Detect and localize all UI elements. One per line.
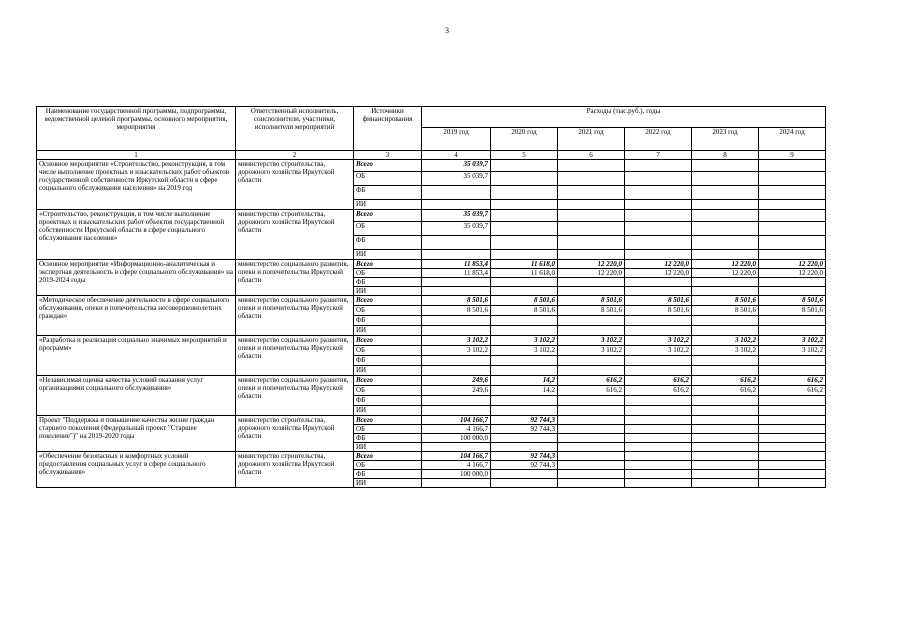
expense-value: [422, 236, 491, 250]
column-number: 9: [759, 151, 826, 160]
activity-name: «Разработка и реализация социально значимых мероприятий и программ»: [37, 336, 236, 376]
table-row: [37, 416, 826, 425]
expense-value: [491, 470, 558, 479]
expense-value: [491, 366, 558, 376]
funding-source: ОБ: [354, 306, 422, 316]
expense-value: [422, 200, 491, 210]
funding-source: ОБ: [354, 172, 422, 186]
expense-value: [558, 172, 625, 186]
expense-value: [759, 326, 826, 336]
table-row: [37, 210, 826, 222]
expense-value: [558, 443, 625, 452]
expense-value: 249,6: [422, 386, 491, 396]
funding-source: Всего: [354, 210, 422, 222]
expense-value: [692, 250, 759, 260]
expense-value: 616,2: [625, 386, 692, 396]
expense-value: 8 501,6: [491, 296, 558, 306]
expense-value: [625, 470, 692, 479]
expense-value: 4 166,7: [422, 461, 491, 470]
expense-value: [759, 470, 826, 479]
funding-source: ОБ: [354, 461, 422, 470]
expense-value: 35 039,7: [422, 222, 491, 236]
column-number: 6: [558, 151, 625, 160]
expense-value: 3 102,2: [422, 336, 491, 346]
responsible-executor: министерство строительства, дорожного хозяйства Иркутской области: [236, 210, 354, 260]
header-name: Наименование государственной программы, подпрограммы, ведомственной целевой программы, основного мероприятия, мероприятия: [37, 107, 236, 151]
expense-value: [491, 278, 558, 287]
funding-source: Всего: [354, 452, 422, 461]
expense-value: 12 220,0: [759, 260, 826, 269]
expense-value: [759, 434, 826, 443]
expense-value: [558, 406, 625, 416]
funding-source: ОБ: [354, 425, 422, 434]
funding-source: Всего: [354, 296, 422, 306]
expense-value: 616,2: [759, 386, 826, 396]
expense-value: [422, 287, 491, 296]
expense-value: 12 220,0: [692, 260, 759, 269]
expense-value: [625, 186, 692, 200]
expense-value: [759, 316, 826, 326]
expense-value: 616,2: [625, 376, 692, 386]
expense-value: [759, 236, 826, 250]
budget-body: [37, 160, 826, 488]
expense-value: [692, 222, 759, 236]
expense-value: [759, 278, 826, 287]
expense-value: 3 102,2: [558, 346, 625, 356]
funding-source: ФБ: [354, 356, 422, 366]
header-responsible: Ответственный исполнитель, соисполнители, участники, исполнители мероприятий: [236, 107, 354, 151]
expense-value: [625, 236, 692, 250]
expense-value: [759, 406, 826, 416]
expense-value: 92 744,3: [491, 416, 558, 425]
expense-value: [625, 396, 692, 406]
table-row: [37, 336, 826, 346]
responsible-executor: министерство строительства, дорожного хозяйства Иркутской области: [236, 452, 354, 488]
funding-source: ФБ: [354, 278, 422, 287]
expense-value: [422, 479, 491, 488]
expense-value: 12 220,0: [625, 269, 692, 278]
expense-value: 3 102,2: [625, 346, 692, 356]
expense-value: 12 220,0: [759, 269, 826, 278]
funding-source: ИИ: [354, 326, 422, 336]
expense-value: 11 618,0: [491, 260, 558, 269]
expense-value: [422, 366, 491, 376]
header-expenses: Расходы (тыс.руб.), годы: [422, 107, 826, 128]
expense-value: [759, 356, 826, 366]
table-row: [37, 376, 826, 386]
expense-value: [759, 452, 826, 461]
expense-value: 8 501,6: [422, 296, 491, 306]
expense-value: [759, 416, 826, 425]
expense-value: 11 618,0: [491, 269, 558, 278]
expense-value: [558, 452, 625, 461]
expense-value: [491, 236, 558, 250]
funding-source: ФБ: [354, 470, 422, 479]
expense-value: 616,2: [692, 376, 759, 386]
expense-value: [422, 278, 491, 287]
expense-value: [422, 316, 491, 326]
expense-value: 104 166,7: [422, 452, 491, 461]
responsible-executor: министерство строительства, дорожного хозяйства Иркутской области: [236, 416, 354, 452]
column-number-row: [37, 151, 826, 160]
expense-value: [625, 200, 692, 210]
expense-value: [491, 396, 558, 406]
expense-value: 35 039,7: [422, 210, 491, 222]
expense-value: [625, 452, 692, 461]
funding-source: Всего: [354, 260, 422, 269]
expense-value: 4 166,7: [422, 425, 491, 434]
expense-value: [759, 210, 826, 222]
expense-value: [558, 287, 625, 296]
header-year: 2021 год: [558, 128, 625, 151]
expense-value: [692, 172, 759, 186]
expense-value: 92 744,3: [491, 425, 558, 434]
expense-value: 11 853,4: [422, 260, 491, 269]
expense-value: [759, 186, 826, 200]
funding-source: ФБ: [354, 396, 422, 406]
table-row: [37, 260, 826, 269]
expense-value: [692, 287, 759, 296]
header-source: Источники финансирования: [354, 107, 422, 151]
expense-value: [759, 287, 826, 296]
responsible-executor: министерство строительства, дорожного хозяйства Иркутской области: [236, 160, 354, 210]
expense-value: 12 220,0: [558, 260, 625, 269]
expense-value: [692, 236, 759, 250]
expense-value: [692, 470, 759, 479]
expense-value: [491, 250, 558, 260]
activity-name: «Строительство, реконструкция, в том числе выполнение проектных и изыскательских работ объектов государственной собственности Иркутской области в сфере социального обслуживания населения»: [37, 210, 236, 260]
funding-source: ИИ: [354, 200, 422, 210]
expense-value: [422, 356, 491, 366]
funding-source: ФБ: [354, 236, 422, 250]
responsible-executor: министерство социального развития, опеки и попечительства Иркутской области: [236, 336, 354, 376]
expense-value: [558, 200, 625, 210]
funding-source: ИИ: [354, 250, 422, 260]
expense-value: [625, 250, 692, 260]
expense-value: [558, 461, 625, 470]
expense-value: [558, 250, 625, 260]
column-number: 4: [422, 151, 491, 160]
expense-value: [625, 443, 692, 452]
funding-source: ИИ: [354, 479, 422, 488]
funding-source: ОБ: [354, 346, 422, 356]
expense-value: 8 501,6: [558, 306, 625, 316]
expense-value: 14,2: [491, 376, 558, 386]
activity-name: Проект "Поддержка и повышение качества жизни граждан старшего поколения (Федеральный проект "Старшее поколение")" на 2019-2020 годы: [37, 416, 236, 452]
expense-value: [491, 160, 558, 172]
expense-value: [558, 222, 625, 236]
expense-value: [759, 443, 826, 452]
expense-value: [422, 406, 491, 416]
expense-value: [558, 366, 625, 376]
expense-value: [759, 172, 826, 186]
header-year: 2023 год: [692, 128, 759, 151]
expense-value: [692, 366, 759, 376]
expense-value: [558, 479, 625, 488]
activity-name: «Обеспечение безопасных и комфортных условий предоставления социальных услуг в сфере социального обслуживания»: [37, 452, 236, 488]
expense-value: [759, 200, 826, 210]
activity-name: «Независимая оценка качества условий оказания услуг организациями социального обслуживания»: [37, 376, 236, 416]
funding-source: ФБ: [354, 434, 422, 443]
expense-value: [491, 287, 558, 296]
table-row: [37, 452, 826, 461]
funding-source: ФБ: [354, 316, 422, 326]
expense-value: [692, 434, 759, 443]
expense-value: [692, 278, 759, 287]
column-number: 7: [625, 151, 692, 160]
budget-table: [36, 106, 826, 488]
expense-value: [692, 160, 759, 172]
expense-value: [558, 278, 625, 287]
expense-value: 616,2: [558, 386, 625, 396]
expense-value: 104 166,7: [422, 416, 491, 425]
expense-value: [491, 186, 558, 200]
responsible-executor: министерство социального развития, опеки и попечительства Иркутской области: [236, 260, 354, 296]
funding-source: ИИ: [354, 406, 422, 416]
expense-value: [692, 356, 759, 366]
responsible-executor: министерство социального развития, опеки и попечительства Иркутской области: [236, 376, 354, 416]
expense-value: 616,2: [692, 386, 759, 396]
header-year: 2019 год: [422, 128, 491, 151]
expense-value: [491, 406, 558, 416]
expense-value: [422, 326, 491, 336]
column-number: 1: [37, 151, 236, 160]
expense-value: [558, 396, 625, 406]
expense-value: [625, 222, 692, 236]
expense-value: 3 102,2: [491, 336, 558, 346]
expense-value: 8 501,6: [759, 296, 826, 306]
funding-source: ОБ: [354, 222, 422, 236]
column-number: 8: [692, 151, 759, 160]
expense-value: [558, 316, 625, 326]
header-row: [37, 107, 826, 128]
expense-value: 616,2: [558, 376, 625, 386]
expense-value: 35 039,7: [422, 172, 491, 186]
expense-value: [625, 434, 692, 443]
expense-value: [692, 452, 759, 461]
expense-value: [625, 316, 692, 326]
expense-value: 8 501,6: [692, 306, 759, 316]
expense-value: 100 000,0: [422, 434, 491, 443]
funding-source: Всего: [354, 376, 422, 386]
expense-value: [759, 222, 826, 236]
expense-value: 3 102,2: [422, 346, 491, 356]
expense-value: [625, 366, 692, 376]
expense-value: [558, 416, 625, 425]
expense-value: [692, 416, 759, 425]
expense-value: 8 501,6: [422, 306, 491, 316]
expense-value: [558, 186, 625, 200]
column-number: 3: [354, 151, 422, 160]
expense-value: [491, 356, 558, 366]
expense-value: [759, 396, 826, 406]
funding-source: ИИ: [354, 287, 422, 296]
expense-value: 92 744,3: [491, 452, 558, 461]
expense-value: [692, 443, 759, 452]
expense-value: [625, 416, 692, 425]
expense-value: [692, 425, 759, 434]
expense-value: [625, 287, 692, 296]
expense-value: [422, 186, 491, 200]
expense-value: [491, 443, 558, 452]
expense-value: 3 102,2: [491, 346, 558, 356]
expense-value: [422, 250, 491, 260]
expense-value: [692, 186, 759, 200]
expense-value: [692, 461, 759, 470]
expense-value: [692, 316, 759, 326]
header-year: 2024 год: [759, 128, 826, 151]
expense-value: [759, 461, 826, 470]
column-number: 2: [236, 151, 354, 160]
responsible-executor: министерство социального развития, опеки и попечительства Иркутской области: [236, 296, 354, 336]
expense-value: 3 102,2: [692, 346, 759, 356]
header-year: 2020 год: [491, 128, 558, 151]
expense-value: [558, 434, 625, 443]
expense-value: [491, 479, 558, 488]
expense-value: 35 039,7: [422, 160, 491, 172]
expense-value: 100 000,0: [422, 470, 491, 479]
expense-value: [491, 172, 558, 186]
funding-source: Всего: [354, 160, 422, 172]
expense-value: [491, 434, 558, 443]
expense-value: [625, 326, 692, 336]
expense-value: [692, 396, 759, 406]
expense-value: [558, 425, 625, 434]
funding-source: ОБ: [354, 386, 422, 396]
table-row: [37, 160, 826, 172]
expense-value: [625, 461, 692, 470]
expense-value: [625, 406, 692, 416]
expense-value: [625, 479, 692, 488]
expense-value: [625, 425, 692, 434]
expense-value: 14,2: [491, 386, 558, 396]
expense-value: [759, 425, 826, 434]
expense-value: 8 501,6: [491, 306, 558, 316]
funding-source: ОБ: [354, 269, 422, 278]
expense-value: 12 220,0: [692, 269, 759, 278]
expense-value: 3 102,2: [625, 336, 692, 346]
expense-value: [625, 278, 692, 287]
expense-value: 3 102,2: [558, 336, 625, 346]
expense-value: 12 220,0: [625, 260, 692, 269]
expense-value: 8 501,6: [759, 306, 826, 316]
funding-source: ИИ: [354, 366, 422, 376]
expense-value: [759, 366, 826, 376]
expense-value: [491, 222, 558, 236]
header-year: 2022 год: [625, 128, 692, 151]
expense-value: [692, 200, 759, 210]
expense-value: [558, 470, 625, 479]
page-number: 3: [445, 26, 449, 35]
expense-value: 3 102,2: [692, 336, 759, 346]
expense-value: 616,2: [759, 376, 826, 386]
activity-name: «Методическое обеспечение деятельности в сфере социального обслуживания, опеки и попечительства несовершеннолетних граждан»: [37, 296, 236, 336]
expense-value: [759, 250, 826, 260]
expense-value: [491, 210, 558, 222]
expense-value: [692, 406, 759, 416]
expense-value: [491, 326, 558, 336]
expense-value: [558, 210, 625, 222]
funding-source: ИИ: [354, 443, 422, 452]
funding-source: ФБ: [354, 186, 422, 200]
expense-value: 11 853,4: [422, 269, 491, 278]
expense-value: 3 102,2: [759, 346, 826, 356]
table-row: [37, 296, 826, 306]
expense-value: 8 501,6: [558, 296, 625, 306]
column-number: 5: [491, 151, 558, 160]
expense-value: [422, 396, 491, 406]
funding-source: Всего: [354, 416, 422, 425]
expense-value: [759, 160, 826, 172]
expense-value: [491, 316, 558, 326]
expense-value: 12 220,0: [558, 269, 625, 278]
funding-source: Всего: [354, 336, 422, 346]
expense-value: [692, 479, 759, 488]
expense-value: [759, 479, 826, 488]
expense-value: [558, 326, 625, 336]
expense-value: [558, 356, 625, 366]
expense-value: 8 501,6: [625, 306, 692, 316]
expense-value: [558, 160, 625, 172]
expense-value: [625, 210, 692, 222]
expense-value: [692, 326, 759, 336]
expense-value: [625, 160, 692, 172]
expense-value: 8 501,6: [625, 296, 692, 306]
expense-value: [558, 236, 625, 250]
expense-value: [422, 443, 491, 452]
expense-value: 8 501,6: [692, 296, 759, 306]
expense-value: [625, 172, 692, 186]
expense-value: 249,6: [422, 376, 491, 386]
expense-value: [491, 200, 558, 210]
expense-value: [625, 356, 692, 366]
activity-name: Основное мероприятие «Строительство, реконструкция, в том числе выполнение проектных и изыскательских работ объектов государственной собственности Иркутской области в сфере социального обслуживания населения» на 2019 год: [37, 160, 236, 210]
expense-value: 92 744,3: [491, 461, 558, 470]
expense-value: 3 102,2: [759, 336, 826, 346]
activity-name: Основное мероприятие «Информационно-аналитическая и экспертная деятельность в сфере социального обслуживания» на 2019-2024 годы: [37, 260, 236, 296]
expense-value: [692, 210, 759, 222]
